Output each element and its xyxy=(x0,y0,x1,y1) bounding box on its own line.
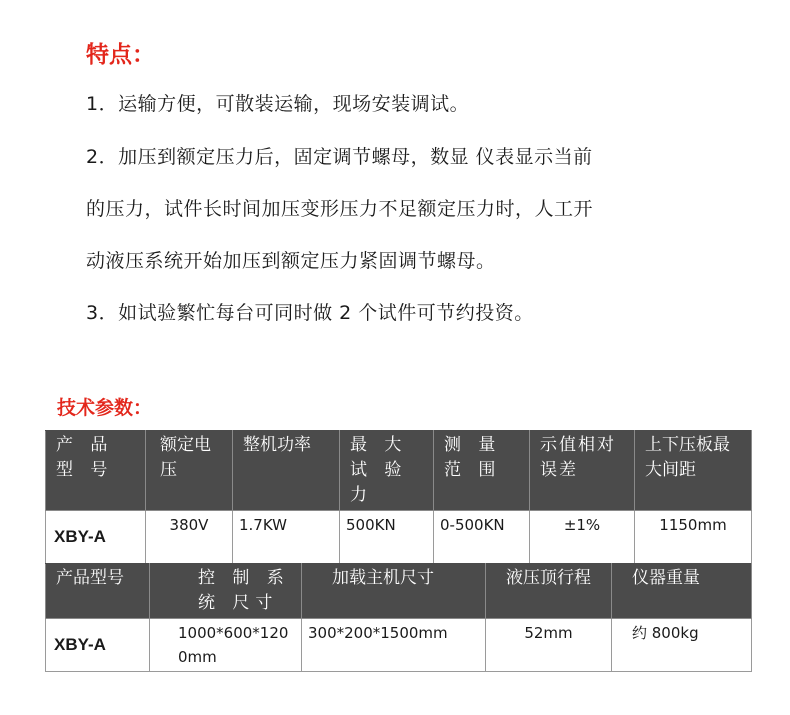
feature-line-3: 的压力，试件长时间加压变形压力不足额定压力时，人工开 xyxy=(86,198,594,220)
cell-relative-error: ±1% xyxy=(530,511,635,564)
header-control-system-size: 控 制 系 统 尺寸 xyxy=(150,564,302,619)
header-max-test-force: 最 大 试 验力 xyxy=(340,431,434,511)
header-instrument-weight: 仪器重量 xyxy=(612,564,752,619)
cell-max-platen-distance: 1150mm xyxy=(635,511,752,564)
features-title: 特点： xyxy=(86,42,155,68)
cell-model: XBY-A xyxy=(46,619,150,672)
header-relative-error: 示值相对误差 xyxy=(530,431,635,511)
header-hydraulic-stroke: 液压顶行程 xyxy=(486,564,612,619)
cell-main-unit-size: 300*200*1500mm xyxy=(302,619,486,672)
header-max-platen-distance: 上下压板最大间距 xyxy=(635,431,752,511)
feature-line-2: 2．加压到额定压力后，固定调节螺母，数显 仪表显示当前 xyxy=(86,146,593,168)
specs-title: 技术参数： xyxy=(57,397,153,419)
feature-line-4: 动液压系统开始加压到额定压力紧固调节螺母。 xyxy=(86,250,496,272)
cell-model: XBY-A xyxy=(46,511,146,564)
cell-measure-range: 0-500KN xyxy=(434,511,530,564)
header-machine-power: 整机功率 xyxy=(233,431,340,511)
header-model: 产 品 型 号 xyxy=(46,431,146,511)
header-measure-range: 测 量 范 围 xyxy=(434,431,530,511)
cell-hydraulic-stroke: 52mm xyxy=(486,619,612,672)
cell-machine-power: 1.7KW xyxy=(233,511,340,564)
spec-table-2-header-row xyxy=(46,564,752,619)
header-rated-voltage: 额定电压 xyxy=(146,431,233,511)
spec-table-1 xyxy=(45,430,752,564)
spec-table-2 xyxy=(45,563,752,672)
feature-line-1: 1．运输方便，可散装运输，现场安装调试。 xyxy=(86,93,470,115)
header-main-unit-size: 加载主机尺寸 xyxy=(302,564,486,619)
feature-line-5: 3．如试验繁忙每台可同时做 2 个试件可节约投资。 xyxy=(86,302,534,324)
table-row xyxy=(46,619,752,672)
spec-table-1-header-row xyxy=(46,431,752,511)
cell-control-system-size: 1000*600*1200mm xyxy=(150,619,302,672)
table-row xyxy=(46,511,752,564)
cell-max-test-force: 500KN xyxy=(340,511,434,564)
header-model: 产品型号 xyxy=(46,564,150,619)
cell-instrument-weight: 约 800kg xyxy=(612,619,752,672)
cell-rated-voltage: 380V xyxy=(146,511,233,564)
